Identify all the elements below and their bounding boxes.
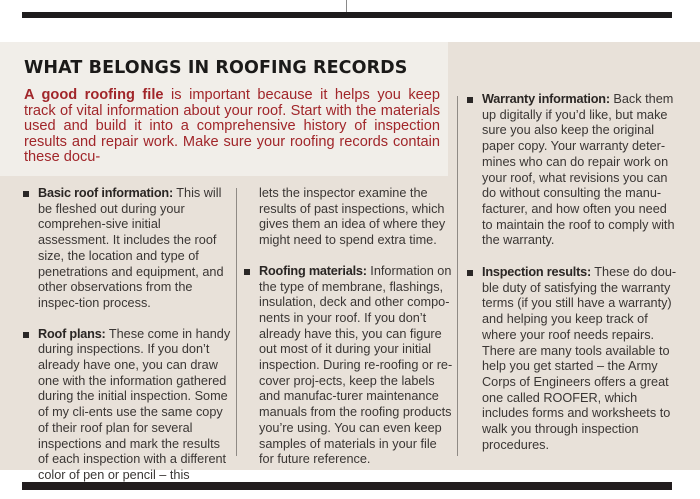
list-item-roof-plans — [22, 327, 234, 484]
column-2 — [243, 186, 453, 483]
item-body: These come in handy during inspections. If you don’t already have one, you can draw one with the information gathered during the initial inspection. Some of my cli-ents use the same copy of their roof plan for several inspections and mark the results of each inspection with a different color of pen or pencil – this — [38, 326, 231, 482]
intro-lead: A good roofing file — [24, 87, 164, 103]
item-body: These do dou-ble duty of satisfying the warranty terms (if you still have a warranty) and helping you keep track of where your roof needs repairs. There are many tools available to help you get started – the Army Corps of Engineers offers a great one called ROOFER, which includes forms and worksheets to walk you through inspection procedures. — [482, 265, 677, 452]
item-body: This will be fleshed out during your comprehen-sive initial assessment. It includes the roof size, the location and type of penetrations and equipment, and other observations from the inspec-tion process. — [38, 186, 224, 310]
item-heading: Roofing materials: — [259, 263, 367, 278]
list-item-basic-roof-information — [22, 186, 234, 312]
square-bullet-icon — [467, 270, 473, 276]
bottom-rule — [22, 482, 672, 490]
item-body: Back them up digitally if you’d like, but make sure you also keep the original paper copy. Your warranty deter-mines who can do repair work on your roof, what revisions you can do without consulting the manu-facturer, and how often you need to maintain the roof to comply with the warranty. — [482, 92, 675, 248]
item-body: Information on the type of membrane, flashings, insulation, deck and other compo-nents in your roof. If you don’t already have this, you can figure out most of it during your initial inspection. During re-roofing or re-cover proj-ects, keep the labels and manufac-turer maintenance manuals from the roofing products you’re using. You can even keep samples of materials in your file for future reference. — [259, 263, 453, 467]
intro-paragraph — [24, 88, 440, 166]
square-bullet-icon — [244, 269, 250, 275]
column-1 — [22, 186, 234, 499]
column-divider — [457, 96, 458, 456]
section-title: WHAT BELONGS IN ROOFING RECORDS — [24, 58, 408, 78]
item-heading: Basic roof information: — [38, 186, 173, 200]
square-bullet-icon — [23, 191, 29, 197]
list-item-roof-plans-continued: lets the inspector examine the results of past inspections, which gives them an idea of where they might need to spend extra time. — [259, 186, 446, 248]
item-heading: Warranty information: — [482, 92, 610, 106]
list-item-warranty-information — [466, 92, 678, 249]
column-3 — [466, 92, 678, 468]
square-bullet-icon — [23, 332, 29, 338]
item-heading: Roof plans: — [38, 326, 106, 341]
column-divider — [236, 188, 237, 456]
square-bullet-icon — [467, 97, 473, 103]
item-heading: Inspection results: — [482, 265, 591, 280]
list-item-inspection-results — [466, 265, 678, 453]
list-item-roofing-materials — [243, 264, 453, 468]
top-rule — [22, 12, 672, 18]
intro-text: is important because it helps you keep track of vital information about your roof. Start with the materials used and build it into a comprehensive history of inspection results and repair work. Make sure your roofing records contain these docu- — [24, 87, 441, 166]
